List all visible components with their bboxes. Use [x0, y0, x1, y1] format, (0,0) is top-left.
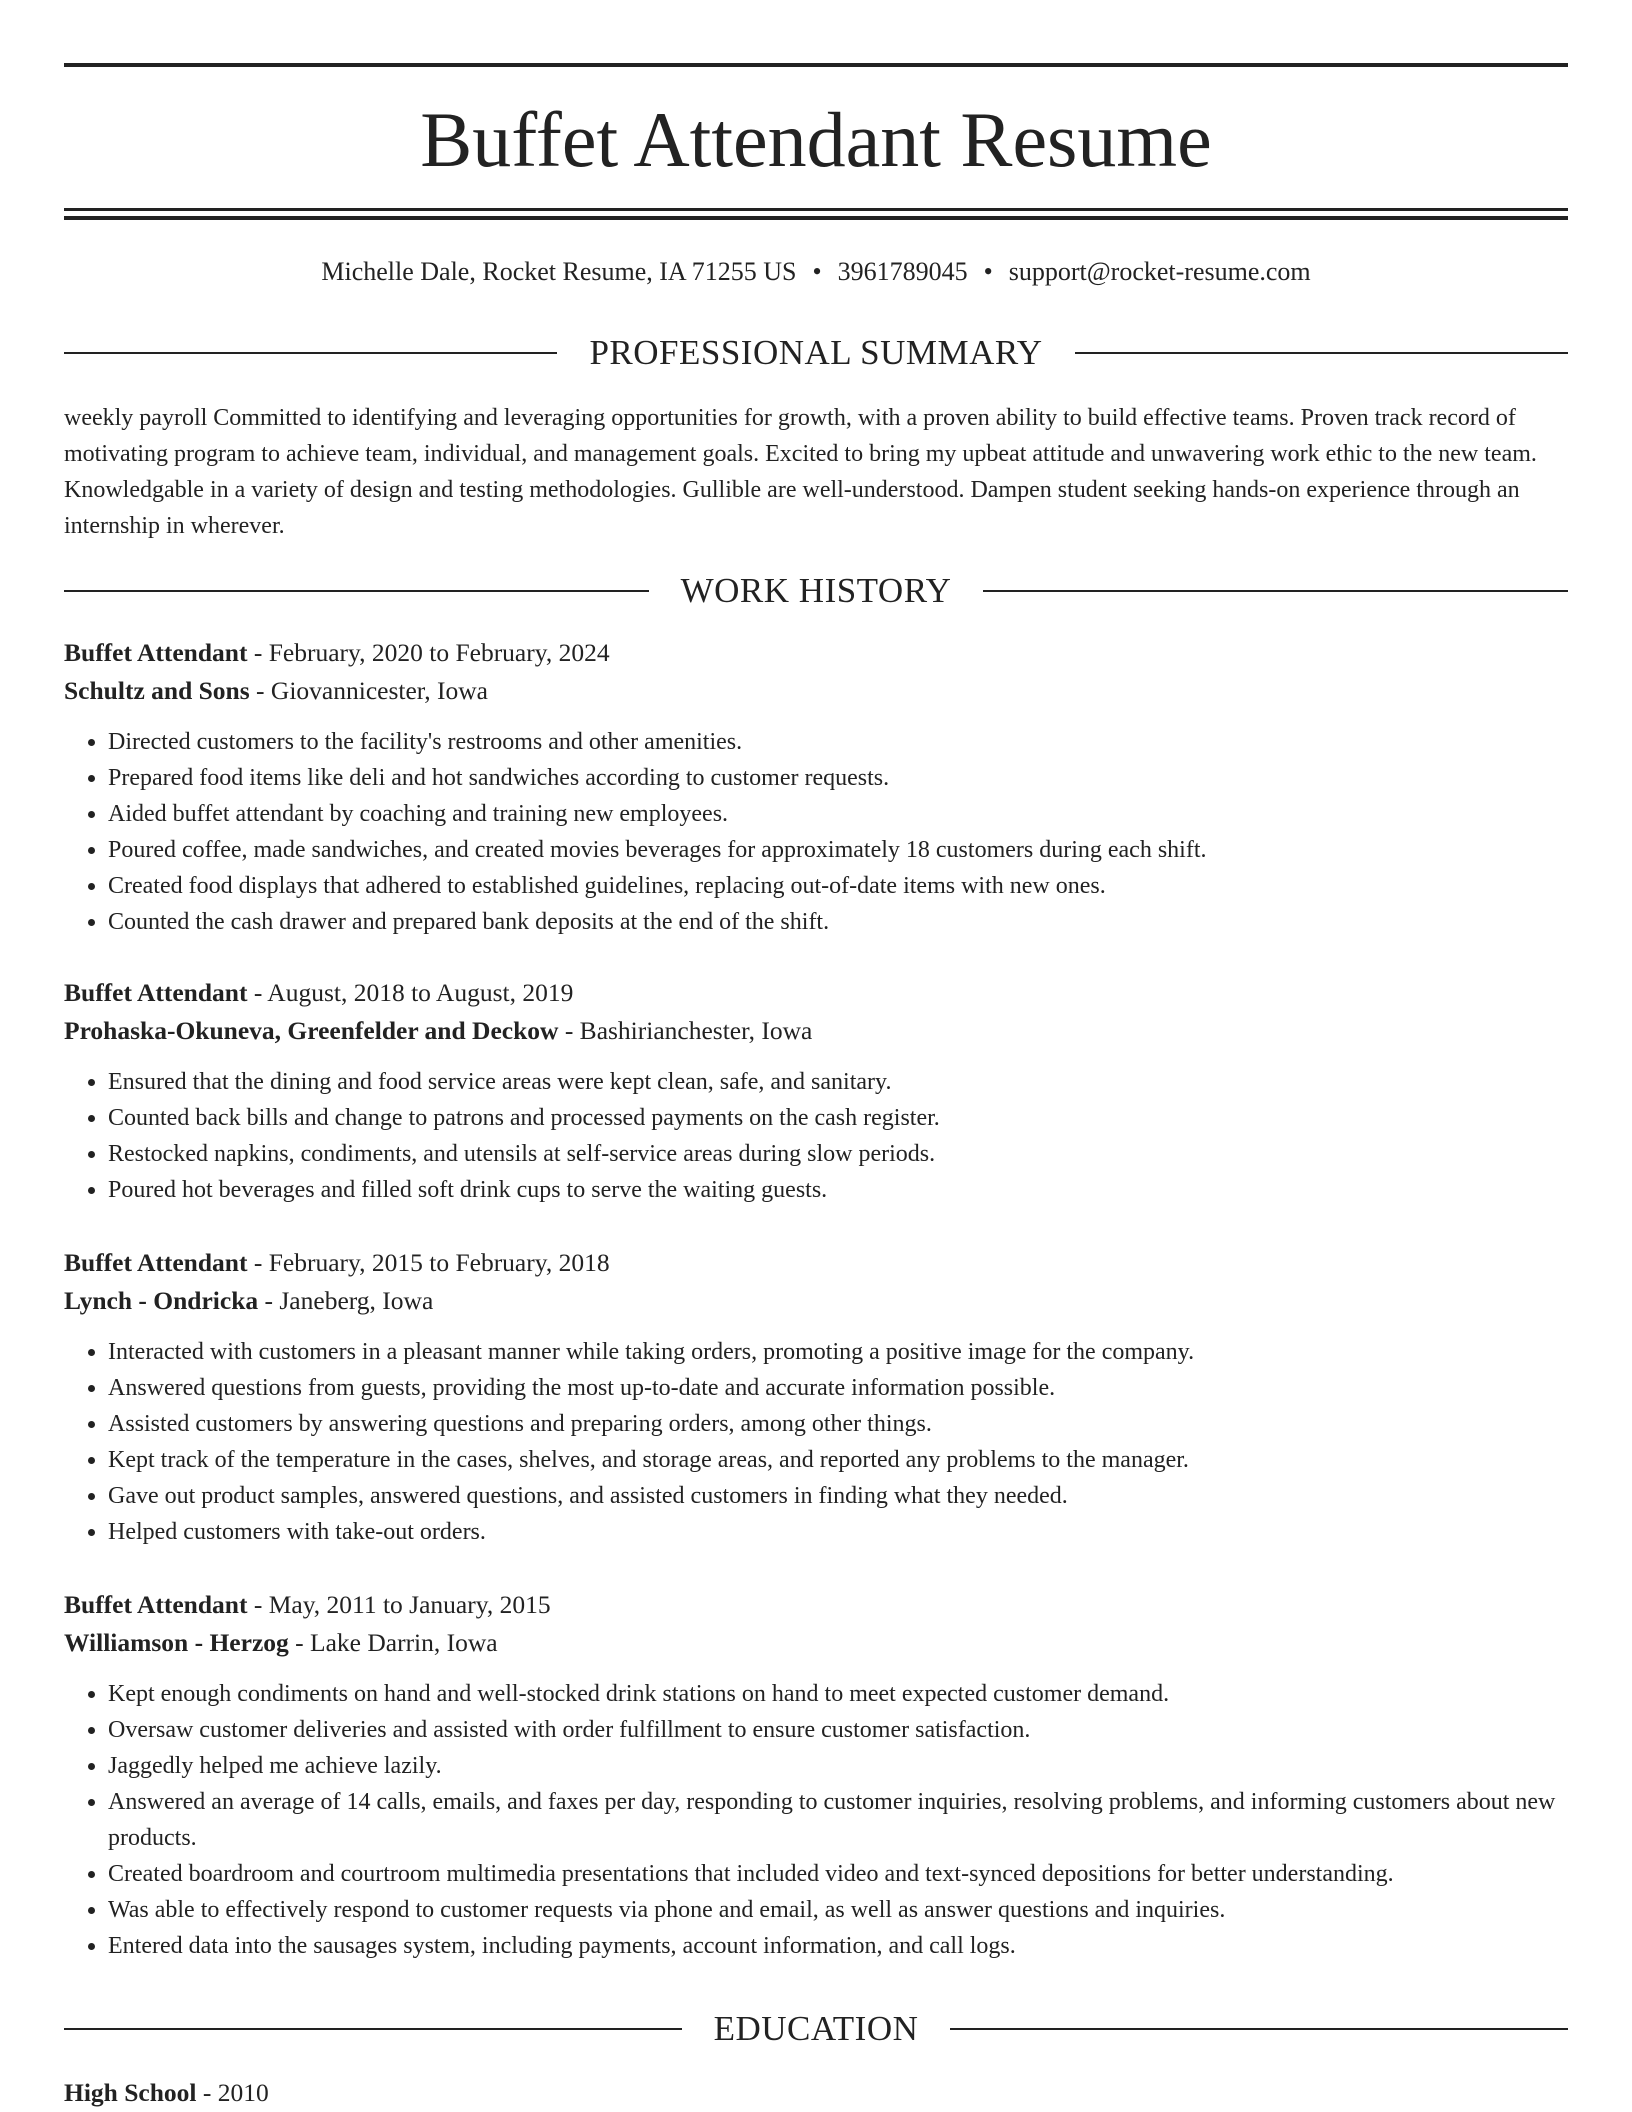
job-duty: • Was able to effectively respond to customer requests via phone and email, as well as answer questions and inquiries. — [108, 1892, 1568, 1928]
job-company-line — [64, 1282, 1568, 1320]
job-duty: • Restocked napkins, condiments, and utensils at self-service areas during slow periods. — [108, 1136, 1568, 1172]
section-heading-label: PROFESSIONAL SUMMARY — [589, 333, 1043, 372]
job-duty: • Aided buffet attendant by coaching and training new employees. — [108, 796, 1568, 832]
job-location: - Lake Darrin, Iowa — [288, 1628, 498, 1657]
section-heading-summary — [64, 333, 1568, 373]
heading-rule-right — [983, 590, 1568, 592]
job-entry — [64, 634, 1568, 940]
job-duty: • Created boardroom and courtroom multimedia presentations that included video and text-synced depositions for better understanding. — [108, 1856, 1568, 1892]
job-title: Buffet Attendant — [64, 1590, 248, 1619]
job-title-line — [64, 634, 1568, 672]
contact-address: Michelle Dale, Rocket Resume, IA 71255 US — [321, 257, 797, 286]
job-title-line — [64, 974, 1568, 1012]
job-duty: • Interacted with customers in a pleasant manner while taking orders, promoting a positive image for the company. — [108, 1334, 1568, 1370]
job-company-line — [64, 672, 1568, 710]
job-duty: • Poured hot beverages and filled soft drink cups to serve the waiting guests. — [108, 1172, 1568, 1208]
job-duty: • Answered questions from guests, providing the most up-to-date and accurate information possible. — [108, 1370, 1568, 1406]
job-entry — [64, 1586, 1568, 1964]
heading-rule-left — [64, 590, 649, 592]
education-degree: High School — [64, 2078, 197, 2107]
heading-rule-left — [64, 352, 557, 354]
heading-rule-right — [1075, 352, 1568, 354]
job-duties-list — [64, 1334, 1568, 1550]
job-dates: - May, 2011 to January, 2015 — [247, 1590, 551, 1619]
resume-title: Buffet Attendant Resume — [420, 96, 1212, 183]
job-duty: • Gave out product samples, answered questions, and assisted customers in finding what they needed. — [108, 1478, 1568, 1514]
job-dates: - August, 2018 to August, 2019 — [247, 978, 574, 1007]
education-year: - 2010 — [196, 2078, 269, 2107]
job-duty: • Assisted customers by answering questions and preparing orders, among other things. — [108, 1406, 1568, 1442]
job-title: Buffet Attendant — [64, 638, 248, 667]
contact-separator: • — [812, 257, 822, 286]
job-duties-list — [64, 724, 1568, 940]
job-duty: • Poured coffee, made sandwiches, and created movies beverages for approximately 18 customers during each shift. — [108, 832, 1568, 868]
professional-summary: weekly payroll Committed to identifying and leveraging opportunities for growth, with a proven ability to build effective teams. Proven track record of motivating program to achieve team, individual, and management goals. Excited to bring my upbeat attitude and unwavering work ethic to the new team. Knowledgable in a variety of design and testing methodologies. Gullible are well-understood. Dampen student seeking hands-on experience through an internship in wherever. — [64, 405, 1537, 539]
title-rule-thin — [64, 208, 1568, 211]
job-duty: • Ensured that the dining and food service areas were kept clean, safe, and sanitary. — [108, 1064, 1568, 1100]
job-title-line — [64, 1586, 1568, 1624]
title-rule-thick — [64, 216, 1568, 220]
job-dates: - February, 2020 to February, 2024 — [247, 638, 610, 667]
job-duty: • Prepared food items like deli and hot sandwiches according to customer requests. — [108, 760, 1568, 796]
job-duties-list — [64, 1676, 1568, 1964]
section-heading-work-history — [64, 571, 1568, 611]
job-duty: • Counted back bills and change to patrons and processed payments on the cash register. — [108, 1100, 1568, 1136]
section-heading-label: EDUCATION — [713, 2009, 919, 2048]
job-duty: • Oversaw customer deliveries and assisted with order fulfillment to ensure customer satisfaction. — [108, 1712, 1568, 1748]
heading-rule-left — [64, 2028, 682, 2030]
job-entry — [64, 974, 1568, 1208]
job-title-line — [64, 1244, 1568, 1282]
job-duty: • Entered data into the sausages system, including payments, account information, and call logs. — [108, 1928, 1568, 1964]
heading-rule-right — [950, 2028, 1568, 2030]
job-location: - Janeberg, Iowa — [258, 1286, 434, 1315]
contact-phone: 3961789045 — [837, 257, 968, 286]
job-company: Prohaska-Okuneva, Greenfelder and Deckow — [64, 1016, 559, 1045]
job-duty: • Directed customers to the facility's restrooms and other amenities. — [108, 724, 1568, 760]
job-company: Williamson - Herzog — [64, 1628, 289, 1657]
job-company: Schultz and Sons — [64, 676, 250, 705]
job-duty: • Answered an average of 14 calls, emails, and faxes per day, responding to customer inquiries, resolving problems, and informing customers about new products. — [108, 1784, 1568, 1856]
job-company-line — [64, 1012, 1568, 1050]
section-heading-education — [64, 2009, 1568, 2049]
job-duty: • Jaggedly helped me achieve lazily. — [108, 1748, 1568, 1784]
job-duty: • Kept track of the temperature in the cases, shelves, and storage areas, and reported any problems to the manager. — [108, 1442, 1568, 1478]
job-company-line — [64, 1624, 1568, 1662]
job-location: - Bashirianchester, Iowa — [558, 1016, 813, 1045]
contact-line — [64, 256, 1568, 288]
job-title: Buffet Attendant — [64, 978, 248, 1007]
job-duties-list — [64, 1064, 1568, 1208]
job-duty: • Helped customers with take-out orders. — [108, 1514, 1568, 1550]
job-entry — [64, 1244, 1568, 1550]
job-duty: • Counted the cash drawer and prepared bank deposits at the end of the shift. — [108, 904, 1568, 940]
top-rule — [64, 63, 1568, 67]
job-duty: • Created food displays that adhered to established guidelines, replacing out-of-date items with new ones. — [108, 868, 1568, 904]
job-company: Lynch - Ondricka — [64, 1286, 259, 1315]
job-duty: • Kept enough condiments on hand and well-stocked drink stations on hand to meet expected customer demand. — [108, 1676, 1568, 1712]
contact-separator: • — [983, 257, 993, 286]
education-entry — [64, 2074, 269, 2112]
job-dates: - February, 2015 to February, 2018 — [247, 1248, 610, 1277]
section-heading-label: WORK HISTORY — [680, 571, 952, 610]
contact-email: support@rocket-resume.com — [1008, 257, 1311, 286]
job-title: Buffet Attendant — [64, 1248, 248, 1277]
job-location: - Giovannicester, Iowa — [249, 676, 488, 705]
